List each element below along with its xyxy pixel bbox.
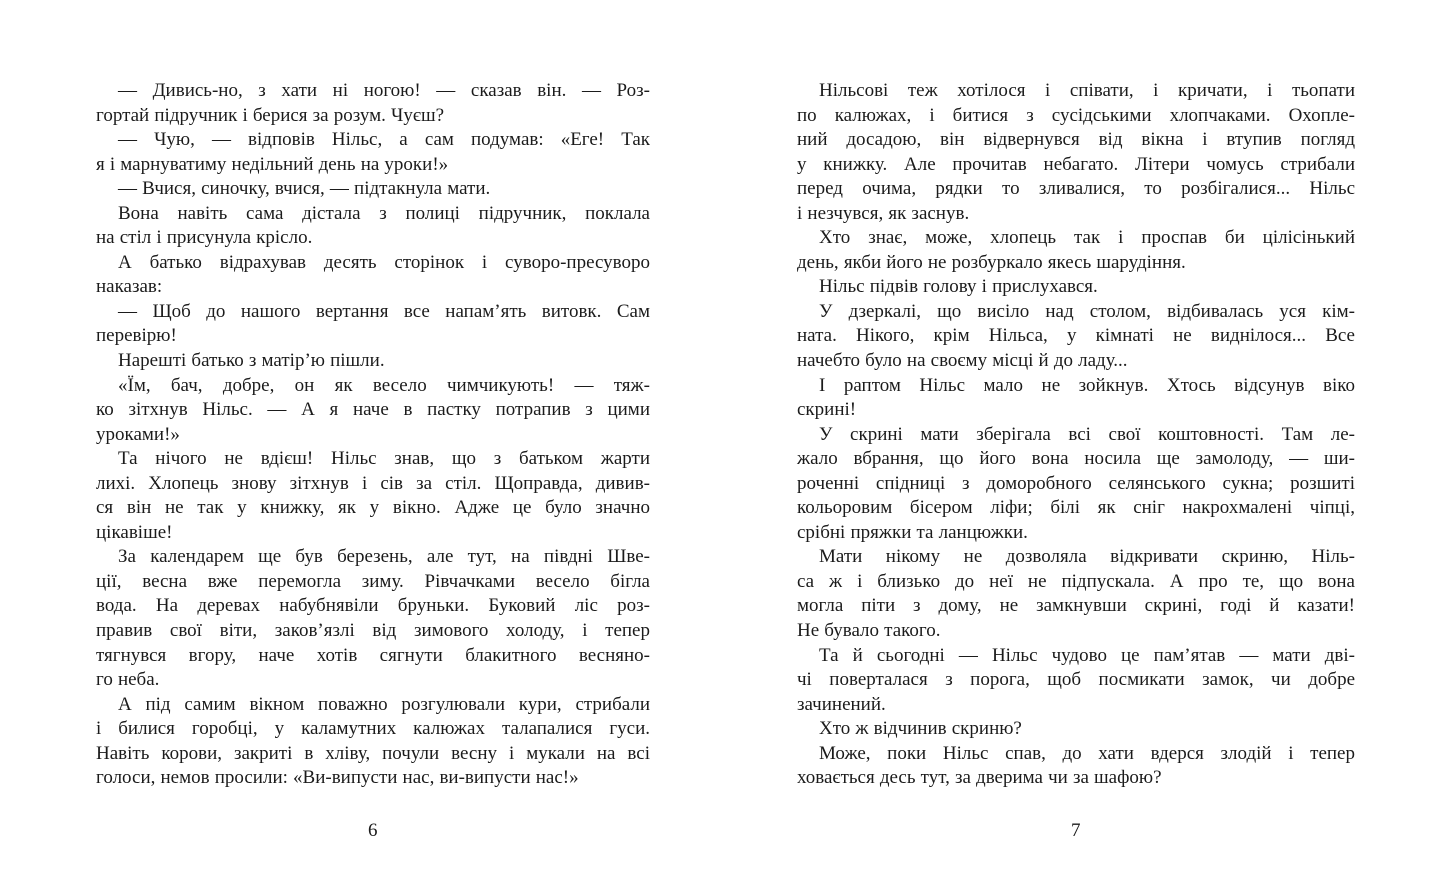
text-line: ся він не так у книжку, як у вікно. Адже це було значно xyxy=(96,497,650,519)
text-line: У скрині мати зберігала всі свої коштовності. Там ле- xyxy=(819,423,1355,445)
text-line: і билися горобці, у каламутних калюжах талапалися гуси. xyxy=(96,718,650,740)
page-number-left: 6 xyxy=(368,820,378,841)
text-line: перевірю! xyxy=(96,325,177,347)
text-line: А під самим вікном поважно розгулювали кури, стрибали xyxy=(118,693,650,715)
text-line: гортай підручник і берися за розум. Чуєш? xyxy=(96,104,445,126)
text-line: Навіть корови, закриті в хліву, почули весну і мукали на всі xyxy=(96,742,650,764)
text-line: могла піти з дому, не замкнувши скрині, годі й казати! xyxy=(797,595,1355,617)
text-line: правив свої віти, заков’язлі від зимового холоду, і тепер xyxy=(96,620,650,642)
text-line: перед очима, рядки то зливалися, то розбігалися... Нільс xyxy=(797,178,1355,200)
text-line: са ж і близько до неї не підпускала. А про те, що вона xyxy=(797,570,1355,592)
text-line: роченні спідниці з доморобного селянського сукна; розшиті xyxy=(797,472,1355,494)
text-line: Вона навіть сама дістала з полиці підручник, поклала xyxy=(118,202,650,224)
text-line: А батько відрахував десять сторінок і суворо-пресуворо xyxy=(118,251,650,273)
text-line: зачинений. xyxy=(797,693,886,715)
text-line: скрині! xyxy=(797,399,857,421)
page-text xyxy=(797,79,1355,791)
text-line: — Вчися, синочку, вчися, — підтакнула мати. xyxy=(118,178,491,200)
text-line: Не бувало такого. xyxy=(797,620,941,642)
text-line: лихі. Хлопець знову зітхнув і сів за стіл. Щоправда, дивив- xyxy=(96,472,650,494)
text-line: За календарем ще був березень, але тут, на півдні Шве- xyxy=(118,546,650,568)
text-line: ко зітхнув Нільс. — А я наче в пастку потрапив з цими xyxy=(96,399,650,421)
text-line: — Чую, — відповів Нільс, а сам подумав: «Еге! Так xyxy=(118,129,650,151)
text-line: — Дивись-но, з хати ні ногою! — сказав він. — Роз- xyxy=(118,80,650,101)
text-line: Може, поки Нільс спав, до хати вдерся злодій і тепер xyxy=(819,742,1355,764)
text-line: ховається десь тут, за дверима чи за шафою? xyxy=(797,767,1162,789)
page-right xyxy=(722,0,1445,885)
text-line: вода. На деревах набубнявіли бруньки. Буковий ліс роз- xyxy=(96,595,650,617)
text-line: Нарешті батько з матір’ю пішли. xyxy=(118,350,385,372)
text-line: я і марнуватиму недільний день на уроки!» xyxy=(96,153,449,175)
text-line: Та нічого не вдієш! Нільс знав, що з батьком жарти xyxy=(118,448,650,470)
text-line: і незчувся, як заснув. xyxy=(797,202,970,224)
text-line: цікавіше! xyxy=(96,521,173,543)
text-line: тягнувся вгору, наче хотів сягнути блакитного весняно- xyxy=(96,644,650,666)
text-line: наказав: xyxy=(96,276,163,298)
text-line: голоси, немов просили: «Ви-випусти нас, ви-випусти нас!» xyxy=(96,767,579,789)
page-number-right: 7 xyxy=(1071,820,1081,841)
text-line: У дзеркалі, що висіло над столом, відбивалась уся кім- xyxy=(819,300,1355,322)
page-left xyxy=(0,0,722,885)
text-line: чі поверталася з порога, щоб посмикати замок, чи добре xyxy=(797,669,1355,691)
text-line: ната. Нікого, крім Нільса, у кімнаті не виднілося... Все xyxy=(797,325,1355,347)
text-line: кольоровим бісером ліфи; білі як сніг накрохмалені чіпці, xyxy=(797,497,1355,519)
text-line: уроками!» xyxy=(96,423,180,445)
text-line: «Їм, бач, добре, он як весело чимчикують! — тяж- xyxy=(118,374,650,396)
text-line: Хто ж відчинив скриню? xyxy=(819,718,1022,740)
text-line: Та й сьогодні — Нільс чудово це пам’ятав — мати дві- xyxy=(819,644,1355,666)
text-line: Нільс підвів голову і прислухався. xyxy=(819,276,1098,298)
text-line: ний досадою, він відвернувся від вікна і втупив погляд xyxy=(797,129,1355,151)
text-line: го неба. xyxy=(96,669,160,691)
text-line: день, якби його не розбуркало якесь шарудіння. xyxy=(797,251,1186,273)
text-line: у книжку. Але прочитав небагато. Літери чомусь стрибали xyxy=(797,153,1355,175)
text-line: ції, весна вже перемогла зиму. Рівчачками весело бігла xyxy=(96,570,650,592)
text-line: начебто було на своєму місці й до ладу... xyxy=(797,350,1128,372)
text-line: І раптом Нільс мало не зойкнув. Хтось відсунув віко xyxy=(819,374,1355,396)
text-line: Мати нікому не дозволяла відкривати скриню, Ніль- xyxy=(819,546,1355,568)
text-line: жало вбрання, що його вона носила ще замолоду, — ши- xyxy=(797,448,1355,470)
text-line: на стіл і присунула крісло. xyxy=(96,227,313,249)
text-line: Хто знає, може, хлопець так і проспав би цілісінький xyxy=(819,227,1355,249)
page-text xyxy=(96,79,650,791)
text-line: по калюжах, і битися з сусідськими хлопчаками. Охопле- xyxy=(797,104,1355,126)
text-line: срібні пряжки та ланцюжки. xyxy=(797,521,1028,543)
text-line: Нільсові теж хотілося і співати, і кричати, і тьопати xyxy=(819,80,1355,101)
text-line: — Щоб до нашого вертання все напам’ять витовк. Сам xyxy=(118,300,650,322)
